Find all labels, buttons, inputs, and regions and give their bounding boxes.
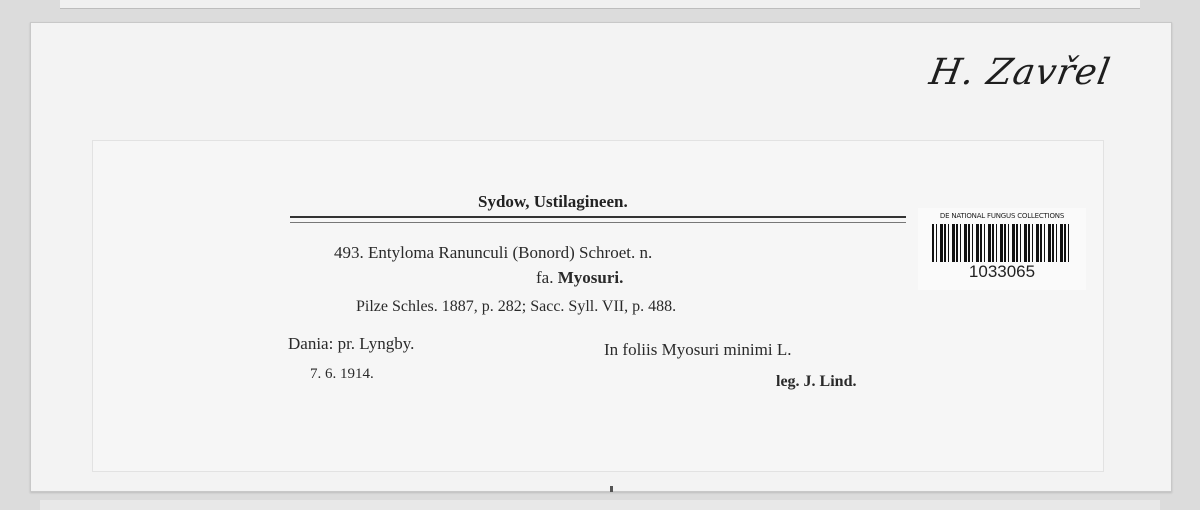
adjacent-sheet-bottom: [40, 500, 1160, 510]
taxon-line: [334, 243, 652, 263]
title-rule: [290, 216, 906, 218]
handwritten-signature: H. Zavřel: [926, 52, 1114, 93]
collection-date: 7. 6. 1914.: [310, 366, 374, 382]
barcode-institution: DE NATIONAL FUNGUS COLLECTIONS: [939, 212, 1065, 220]
taxon-number: 493.: [334, 243, 364, 262]
barcode-label: [918, 208, 1086, 290]
forma-prefix: fa.: [536, 268, 554, 287]
taxon-name: Entyloma Ranunculi: [368, 243, 509, 262]
title-rule-thin: [290, 222, 906, 223]
barcode-number: 1033065: [968, 262, 1036, 281]
taxon-authority: (Bonord) Schroet. n.: [512, 243, 653, 262]
collector: leg. J. Lind.: [776, 373, 857, 390]
citation: Pilze Schles. 1887, p. 282; Sacc. Syll. VII, p. 488.: [356, 298, 677, 315]
envelope-mark: [610, 486, 613, 492]
locality: Dania: pr. Lyngby.: [288, 334, 415, 353]
forma-line: [536, 268, 623, 288]
host: In foliis Myosuri minimi L.: [604, 340, 792, 359]
adjacent-sheet-top: [60, 0, 1140, 9]
barcode-bars: [932, 224, 1072, 262]
series-title: Sydow, Ustilagineen.: [478, 192, 628, 211]
forma-name: Myosuri.: [557, 268, 624, 287]
